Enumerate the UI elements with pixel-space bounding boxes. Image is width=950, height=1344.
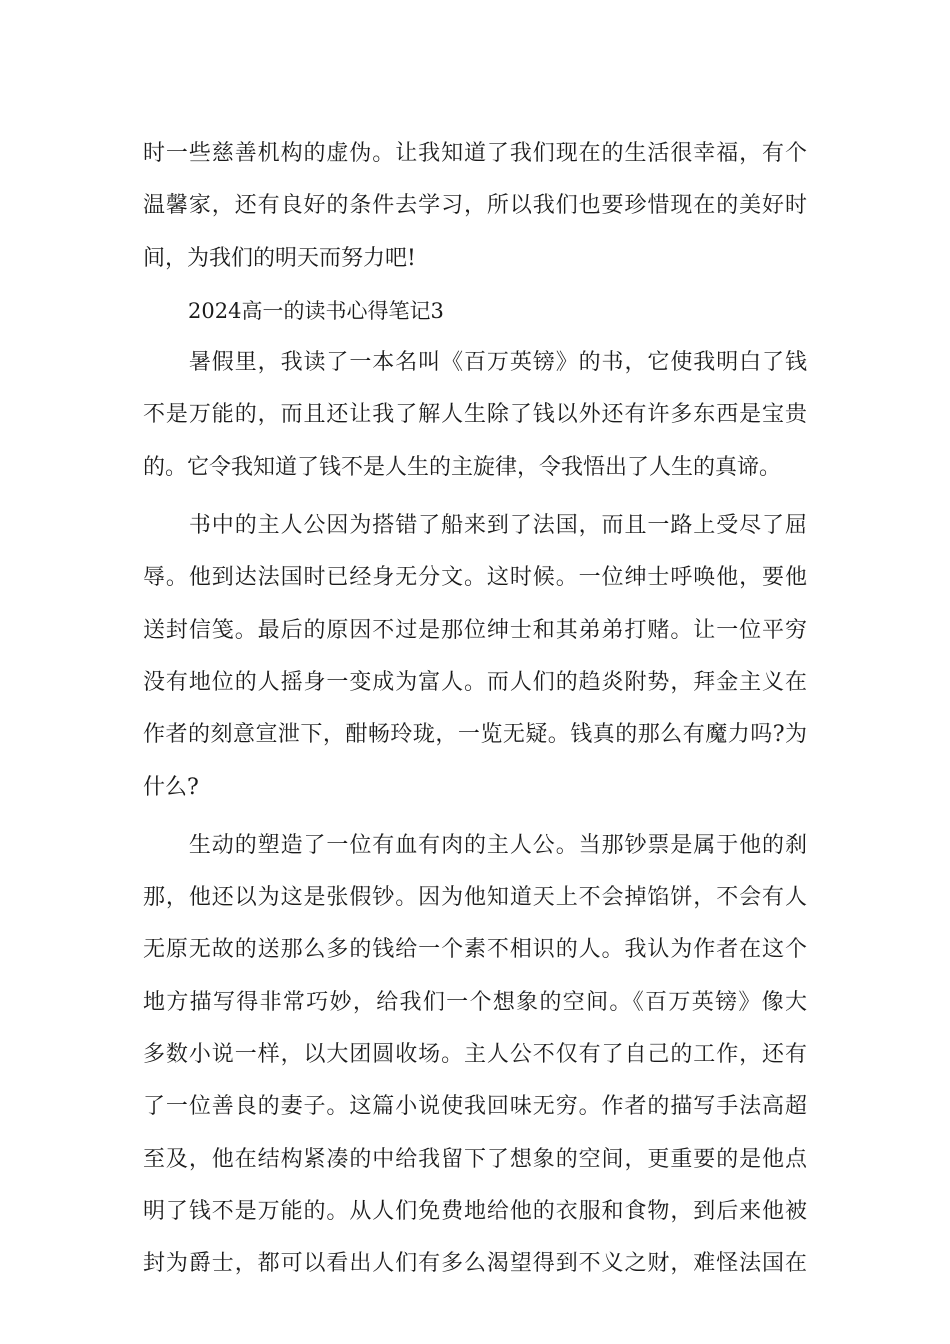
text-line: 没有地位的人摇身一变成为富人。而人们的趋炎附势，拜金主义在: [143, 669, 807, 695]
text-line: 多数小说一样，以大团圆收场。主人公不仅有了自己的工作，还有: [143, 1042, 807, 1068]
text-line: 明了钱不是万能的。从人们免费地给他的衣服和食物，到后来他被: [143, 1198, 807, 1224]
document-page: [143, 128, 807, 1291]
paragraph-1: [143, 337, 807, 494]
text-line: 温馨家，还有良好的条件去学习，所以我们也要珍惜现在的美好时: [143, 193, 807, 219]
text-line: 的。它令我知道了钱不是人生的主旋律，令我悟出了人生的真谛。: [143, 454, 782, 480]
text-line: 时一些慈善机构的虚伪。让我知道了我们现在的生活很幸福，有个: [143, 141, 807, 166]
section-heading: 2024高一的读书心得笔记3: [188, 298, 444, 323]
text-line: 不是万能的，而且还让我了解人生除了钱以外还有许多东西是宝贵: [143, 402, 807, 428]
text-line: 了一位善良的妻子。这篇小说使我回味无穷。作者的描写手法高超: [143, 1094, 807, 1120]
intro-paragraph: [143, 128, 807, 285]
text-line: 书中的主人公因为搭错了船来到了法国，而且一路上受尽了屈: [143, 513, 807, 539]
text-line: 送封信笺。最后的原因不过是那位绅士和其弟弟打赌。让一位平穷: [143, 617, 807, 643]
text-line: 地方描写得非常巧妙，给我们一个想象的空间。《百万英镑》像大: [143, 989, 807, 1015]
text-line: 无原无故的送那么多的钱给一个素不相识的人。我认为作者在这个: [143, 937, 807, 963]
text-line: 生动的塑造了一位有血有肉的主人公。当那钞票是属于他的刹: [143, 832, 807, 858]
text-line: 暑假里，我读了一本名叫《百万英镑》的书，它使我明白了钱: [143, 350, 807, 376]
text-line: 什么?: [143, 774, 199, 800]
text-line: 辱。他到达法国时已经身无分文。这时候。一位绅士呼唤他，要他: [143, 565, 807, 591]
text-line: 那，他还以为这是张假钞。因为他知道天上不会掉馅饼，不会有人: [143, 885, 807, 911]
text-line: 封为爵士，都可以看出人们有多么渴望得到不义之财，难怪法国在: [143, 1251, 807, 1277]
paragraph-2: [143, 500, 807, 814]
text-line: 间，为我们的明天而努力吧!: [143, 245, 416, 271]
text-line: 至及，他在结构紧凑的中给我留下了想象的空间，更重要的是他点: [143, 1146, 807, 1172]
text-line: 作者的刻意宣泄下，酣畅玲珑，一览无疑。钱真的那么有魔力吗?为: [143, 722, 807, 748]
paragraph-3: [143, 820, 807, 1291]
